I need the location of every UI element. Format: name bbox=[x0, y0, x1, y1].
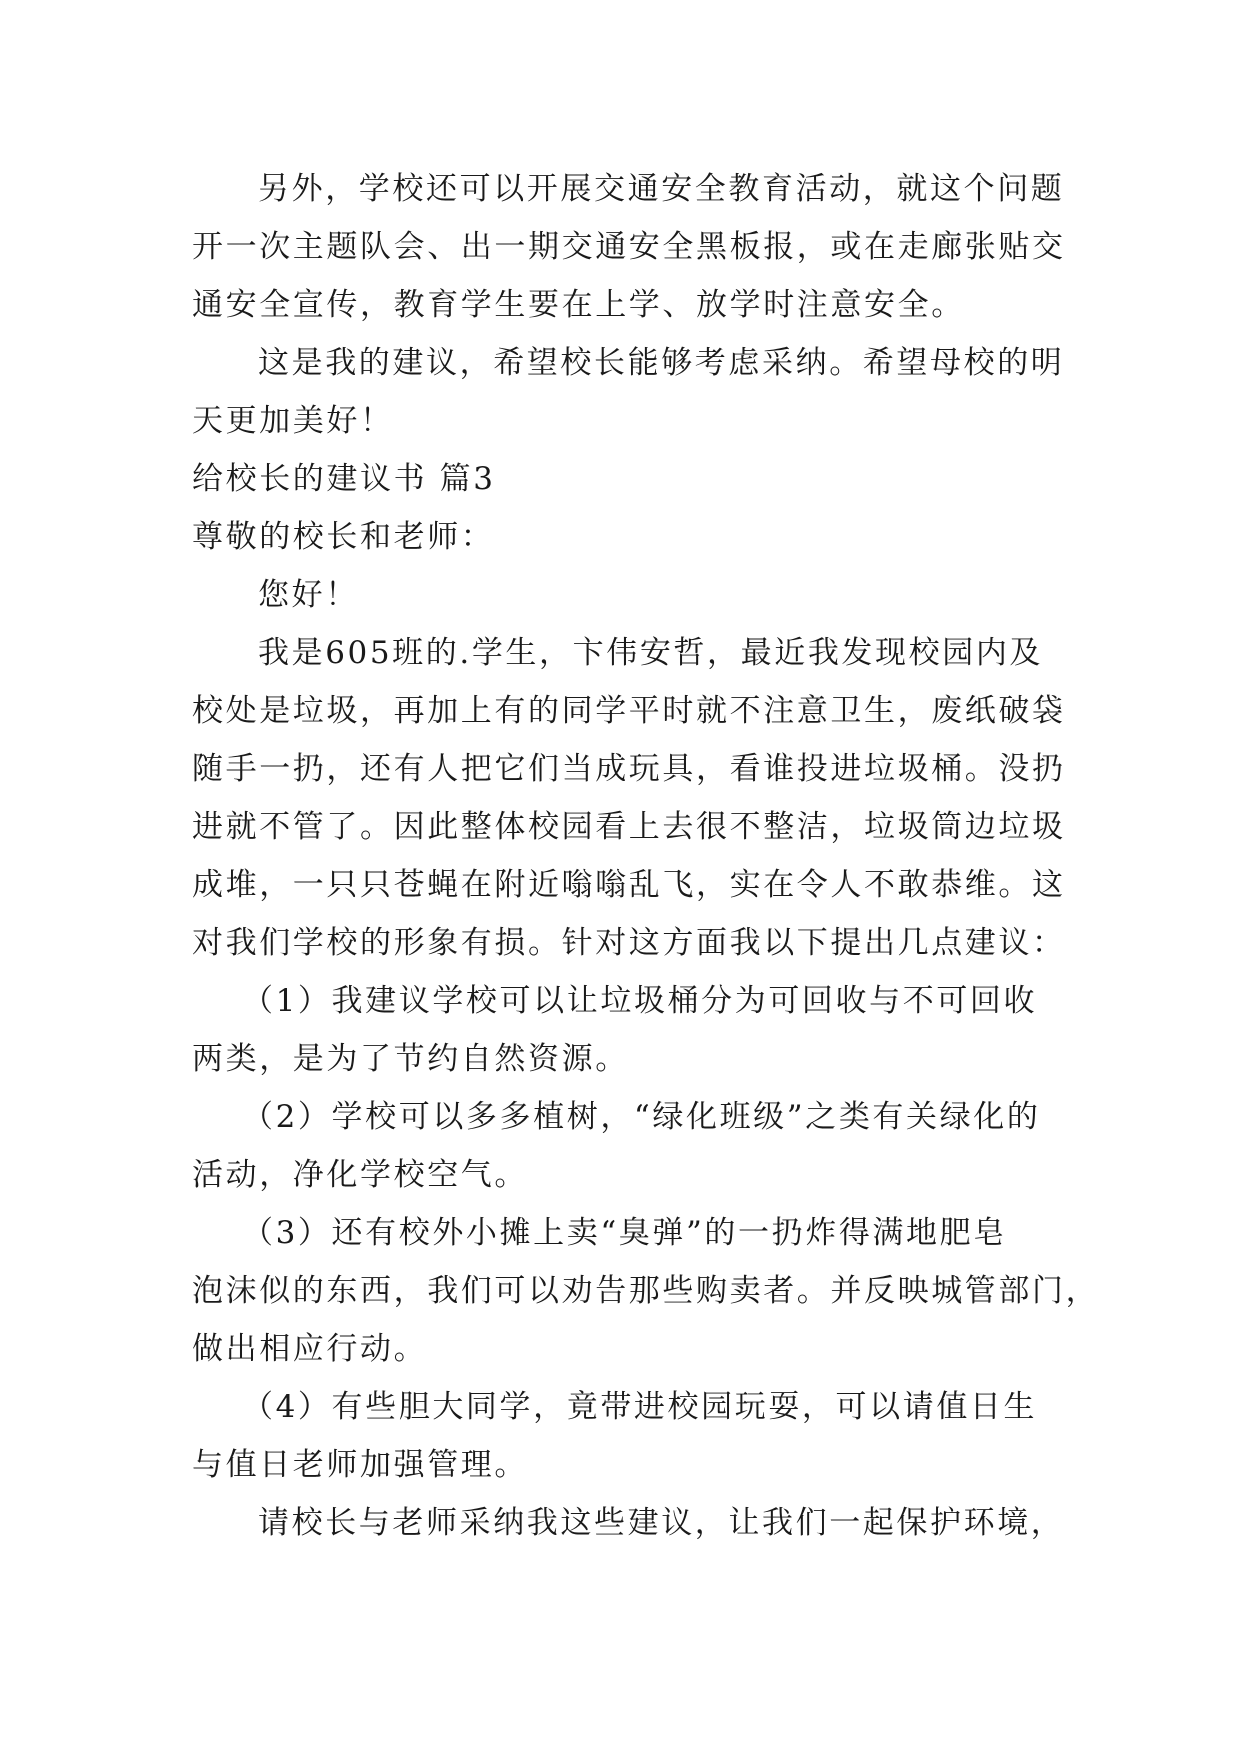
paragraph-line: 天更加美好！ bbox=[192, 403, 394, 439]
document-page bbox=[192, 160, 1100, 1552]
paragraph-line: 我是605班的.学生，卞伟安哲，最近我发现校园内及 bbox=[258, 635, 1044, 671]
paragraph-line: 另外，学校还可以开展交通安全教育活动，就这个问题 bbox=[258, 171, 1065, 207]
paragraph-line: 成堆，一只只苍蝇在附近嗡嗡乱飞，实在令人不敢恭维。这 bbox=[192, 867, 1066, 903]
suggestion-line: 活动，净化学校空气。 bbox=[192, 1157, 528, 1193]
suggestion-line: （1）我建议学校可以让垃圾桶分为可回收与不可回收 bbox=[242, 983, 1038, 1019]
paragraph-line: 这是我的建议，希望校长能够考虑采纳。希望母校的明 bbox=[258, 345, 1065, 381]
suggestion-line: 泡沫似的东西，我们可以劝告那些购卖者。并反映城管部门， bbox=[192, 1273, 1100, 1309]
paragraph-line: 校处是垃圾，再加上有的同学平时就不注意卫生，废纸破袋 bbox=[192, 693, 1066, 729]
paragraph-line: 开一次主题队会、出一期交通安全黑板报，或在走廊张贴交 bbox=[192, 229, 1066, 265]
suggestion-line: （4）有些胆大同学，竟带进校园玩耍，可以请值日生 bbox=[242, 1389, 1038, 1425]
suggestion-line: 与值日老师加强管理。 bbox=[192, 1447, 528, 1483]
suggestion-line: 做出相应行动。 bbox=[192, 1331, 428, 1367]
suggestion-line: 两类，是为了节约自然资源。 bbox=[192, 1041, 629, 1077]
suggestion-line: （3）还有校外小摊上卖“臭弹”的一扔炸得满地肥皂 bbox=[242, 1215, 1007, 1251]
paragraph-line: 随手一扔，还有人把它们当成玩具，看谁投进垃圾桶。没扔 bbox=[192, 751, 1066, 787]
section-heading: 给校长的建议书 篇3 bbox=[192, 461, 496, 497]
paragraph-line: 请校长与老师采纳我这些建议，让我们一起保护环境， bbox=[258, 1505, 1065, 1541]
greeting: 您好！ bbox=[258, 577, 359, 613]
suggestion-line: （2）学校可以多多植树，“绿化班级”之类有关绿化的 bbox=[242, 1099, 1041, 1135]
salutation: 尊敬的校长和老师： bbox=[192, 519, 495, 555]
paragraph-line: 进就不管了。因此整体校园看上去很不整洁，垃圾筒边垃圾 bbox=[192, 809, 1066, 845]
paragraph-line: 通安全宣传，教育学生要在上学、放学时注意安全。 bbox=[192, 287, 965, 323]
paragraph-line: 对我们学校的形象有损。针对这方面我以下提出几点建议： bbox=[192, 925, 1066, 961]
